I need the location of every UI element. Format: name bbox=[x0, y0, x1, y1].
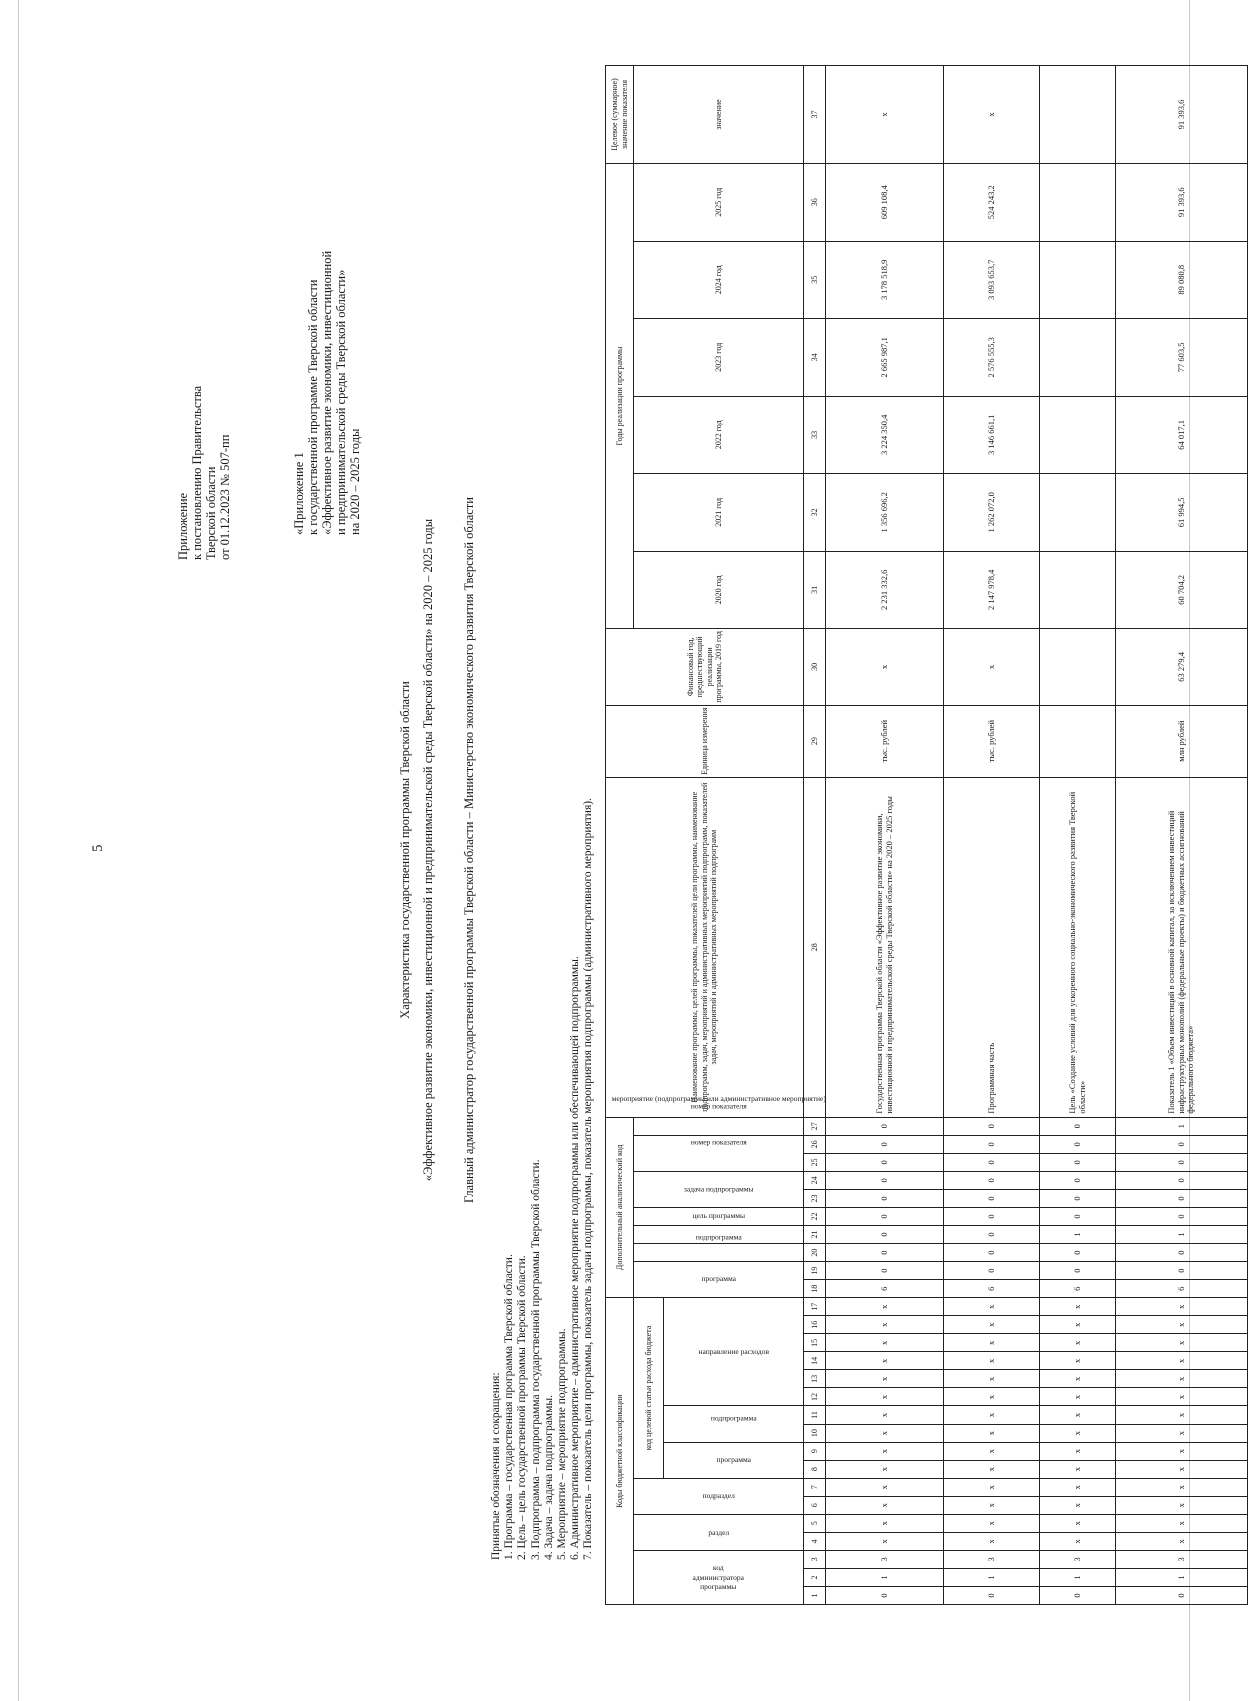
code-cell: х bbox=[944, 1496, 1040, 1514]
header-target-value-sub: значение bbox=[634, 66, 804, 164]
code-cell: 0 bbox=[1116, 1153, 1248, 1171]
code-cell: х bbox=[1116, 1316, 1248, 1334]
unit-cell: тыс. рублей bbox=[944, 705, 1040, 777]
code-cell: 0 bbox=[826, 1153, 944, 1171]
code-cell: 0 bbox=[1040, 1153, 1116, 1171]
unit-cell: тыс. рублей bbox=[826, 705, 944, 777]
header-admin-code-text: код администратора программы bbox=[692, 1562, 745, 1591]
code-cell: 0 bbox=[826, 1207, 944, 1225]
code-cell: х bbox=[1116, 1478, 1248, 1496]
header-program-text: программа bbox=[716, 1454, 751, 1464]
code-cell: х bbox=[944, 1316, 1040, 1334]
code-cell: х bbox=[1116, 1442, 1248, 1460]
year-value-cell bbox=[1040, 396, 1116, 474]
year-value-cell: 77 603,5 bbox=[1116, 319, 1248, 397]
base-year-cell: х bbox=[826, 629, 944, 705]
prior-appendix-line: на 2020 – 2025 годы bbox=[348, 428, 362, 535]
column-number-cell: 26 bbox=[804, 1135, 826, 1153]
header-year-2024: 2024 год bbox=[634, 241, 804, 319]
code-cell: 0 bbox=[826, 1189, 944, 1207]
column-number-cell: 27 bbox=[804, 1117, 826, 1135]
code-cell: 0 bbox=[944, 1171, 1040, 1189]
code-cell: 0 bbox=[944, 1189, 1040, 1207]
column-number-cell: 30 bbox=[804, 629, 826, 705]
year-value-cell bbox=[1040, 241, 1116, 319]
code-cell: 0 bbox=[1116, 1189, 1248, 1207]
year-value-cell: 1 356 696,2 bbox=[826, 474, 944, 552]
appendix-line: Приложение bbox=[176, 492, 190, 560]
notes-item: 6. Административное мероприятие – административное мероприятие подпрограммы или обеспечивающей подпрограммы. bbox=[569, 956, 582, 1560]
code-cell: х bbox=[826, 1496, 944, 1514]
code-cell: х bbox=[826, 1370, 944, 1388]
year-value-cell: 3 093 653,7 bbox=[944, 241, 1040, 319]
code-cell: х bbox=[1116, 1532, 1248, 1550]
code-cell: х bbox=[826, 1424, 944, 1442]
code-cell: х bbox=[1040, 1406, 1116, 1424]
column-number-cell: 23 bbox=[804, 1189, 826, 1207]
column-number-cell: 8 bbox=[804, 1460, 826, 1478]
code-cell: х bbox=[1040, 1352, 1116, 1370]
header-add-subprogram bbox=[634, 1232, 804, 1262]
code-cell: 1 bbox=[1116, 1568, 1248, 1586]
code-cell: 1 bbox=[826, 1568, 944, 1586]
header-direction bbox=[664, 1298, 804, 1406]
code-cell: 6 bbox=[944, 1280, 1040, 1298]
header-subsection-text: подраздел bbox=[702, 1491, 735, 1501]
appendix-line: к постановлению Правительства bbox=[190, 385, 204, 560]
column-number-cell: 25 bbox=[804, 1153, 826, 1171]
header-year-2025: 2025 год bbox=[634, 163, 804, 241]
code-cell: х bbox=[944, 1370, 1040, 1388]
column-number-cell: 20 bbox=[804, 1244, 826, 1262]
year-value-cell: 3 224 350,4 bbox=[826, 396, 944, 474]
document-administrator: Главный администратор государственной программы Тверской области – Министерство экономического развития Тверской области bbox=[462, 497, 476, 1203]
code-cell: 3 bbox=[1116, 1550, 1248, 1568]
code-cell: 0 bbox=[826, 1262, 944, 1280]
year-value-cell: 2 231 332,6 bbox=[826, 551, 944, 629]
column-number-cell: 4 bbox=[804, 1532, 826, 1550]
header-add-measure-no-text: номер показателя bbox=[690, 1137, 747, 1147]
code-cell: х bbox=[826, 1298, 944, 1316]
header-admin-code bbox=[634, 1550, 804, 1604]
code-cell: х bbox=[1040, 1442, 1116, 1460]
header-unit: Единица измерения bbox=[606, 705, 804, 777]
column-number-cell: 28 bbox=[804, 777, 826, 1117]
code-cell: 0 bbox=[1040, 1207, 1116, 1225]
notes-item: 7. Показатель – показатель цели программы, показатель задачи подпрограммы, показатель мероприятия подпрограммы (административного мероприятия). bbox=[582, 798, 595, 1560]
code-cell: 0 bbox=[944, 1153, 1040, 1171]
code-cell: 0 bbox=[944, 1244, 1040, 1262]
year-value-cell: 2 665 987,1 bbox=[826, 319, 944, 397]
table-row bbox=[826, 66, 944, 1605]
code-cell: х bbox=[826, 1532, 944, 1550]
row-name-cell: Программная часть bbox=[944, 777, 1040, 1117]
target-value-cell: х bbox=[826, 66, 944, 164]
year-value-cell: 3 146 661,1 bbox=[944, 396, 1040, 474]
code-cell: 0 bbox=[1040, 1586, 1116, 1604]
year-value-cell bbox=[1040, 551, 1116, 629]
code-cell: 0 bbox=[1116, 1244, 1248, 1262]
code-cell: х bbox=[1116, 1334, 1248, 1352]
document-subtitle: «Эффективное развитие экономики, инвестиционной и предпринимательской среды Тверской области» на 2020 – 2025 годы bbox=[421, 518, 435, 1182]
header-subprogram bbox=[664, 1406, 804, 1442]
code-cell: 0 bbox=[1040, 1244, 1116, 1262]
code-cell: х bbox=[944, 1424, 1040, 1442]
year-value-cell: 1 262 072,0 bbox=[944, 474, 1040, 552]
code-cell: 0 bbox=[944, 1135, 1040, 1153]
year-value-cell: 60 704,2 bbox=[1116, 551, 1248, 629]
code-cell: х bbox=[1040, 1424, 1116, 1442]
column-number-cell: 12 bbox=[804, 1388, 826, 1406]
notes-heading: Принятые обозначения и сокращения: bbox=[490, 1372, 502, 1560]
prior-appendix-header bbox=[292, 251, 362, 535]
code-cell: 0 bbox=[1040, 1135, 1116, 1153]
target-value-cell bbox=[1040, 66, 1116, 164]
code-cell: х bbox=[1040, 1514, 1116, 1532]
column-number-cell: 21 bbox=[804, 1226, 826, 1244]
document-title: Характеристика государственной программы Тверской области bbox=[398, 681, 412, 1019]
table-row bbox=[944, 66, 1040, 1605]
code-cell: х bbox=[826, 1442, 944, 1460]
code-cell: х bbox=[1116, 1424, 1248, 1442]
code-cell: 0 bbox=[944, 1226, 1040, 1244]
code-cell: 0 bbox=[826, 1171, 944, 1189]
code-cell: 0 bbox=[1116, 1171, 1248, 1189]
header-program bbox=[664, 1442, 804, 1478]
column-number-cell: 1 bbox=[804, 1586, 826, 1604]
header-section-text: раздел bbox=[708, 1527, 729, 1537]
code-cell: 3 bbox=[1040, 1550, 1116, 1568]
code-cell: 0 bbox=[1040, 1117, 1116, 1135]
table-header-row bbox=[606, 66, 634, 1605]
column-number-cell: 9 bbox=[804, 1442, 826, 1460]
header-year-2022: 2022 год bbox=[634, 396, 804, 474]
column-number-cell: 16 bbox=[804, 1316, 826, 1334]
header-add-measure-no bbox=[634, 1135, 804, 1171]
table-row bbox=[1040, 66, 1116, 1605]
header-add-subprogram-text: подпрограмма bbox=[695, 1232, 742, 1242]
unit-cell: млн рублей bbox=[1116, 705, 1248, 777]
code-cell: 6 bbox=[1116, 1280, 1248, 1298]
code-cell: 1 bbox=[1040, 1568, 1116, 1586]
code-cell: 0 bbox=[1040, 1189, 1116, 1207]
table-row bbox=[1116, 66, 1248, 1605]
code-cell: х bbox=[944, 1514, 1040, 1532]
code-cell: 3 bbox=[944, 1550, 1040, 1568]
year-value-cell: 2 147 978,4 bbox=[944, 551, 1040, 629]
code-cell: х bbox=[1116, 1406, 1248, 1424]
code-cell: х bbox=[944, 1298, 1040, 1316]
code-cell: х bbox=[944, 1352, 1040, 1370]
column-number-cell: 35 bbox=[804, 241, 826, 319]
code-cell: х bbox=[1116, 1514, 1248, 1532]
code-cell: х bbox=[1116, 1496, 1248, 1514]
header-add-indicator bbox=[634, 1101, 804, 1135]
code-cell: х bbox=[944, 1388, 1040, 1406]
column-number-cell: 2 bbox=[804, 1568, 826, 1586]
year-value-cell bbox=[1040, 319, 1116, 397]
header-add-task-text: задача подпрограммы bbox=[683, 1184, 754, 1194]
abbreviations-notes bbox=[490, 798, 596, 1560]
code-cell: 0 bbox=[1116, 1207, 1248, 1225]
code-cell: х bbox=[944, 1334, 1040, 1352]
code-cell: 1 bbox=[944, 1568, 1040, 1586]
code-cell: 0 bbox=[944, 1262, 1040, 1280]
code-cell: 1 bbox=[1040, 1226, 1116, 1244]
header-year-2020: 2020 год bbox=[634, 551, 804, 629]
row-name-cell: Государственная программа Тверской области «Эффективное развитие экономики, инвестиционной и предпринимательской среды Тверской области» на 2020 – 2025 годы bbox=[826, 777, 944, 1117]
header-target-value: Целевое (суммарное) значение показателя bbox=[606, 66, 634, 164]
code-cell: х bbox=[826, 1388, 944, 1406]
code-cell: 0 bbox=[826, 1117, 944, 1135]
header-budget-codes: Коды бюджетной классификации bbox=[606, 1298, 634, 1605]
code-cell: 6 bbox=[826, 1280, 944, 1298]
code-cell: х bbox=[1040, 1496, 1116, 1514]
code-cell: х bbox=[1116, 1298, 1248, 1316]
code-cell: х bbox=[1116, 1388, 1248, 1406]
header-additional-code: Дополнительный аналитический код bbox=[606, 1117, 634, 1298]
header-add-indicator-text: номер показателя bbox=[690, 1101, 747, 1111]
code-cell: х bbox=[944, 1406, 1040, 1424]
header-year-2021: 2021 год bbox=[634, 474, 804, 552]
header-subsection bbox=[634, 1478, 804, 1514]
prior-appendix-line: «Эффективное развитие экономики, инвестиционной bbox=[320, 250, 334, 535]
column-number-cell: 3 bbox=[804, 1550, 826, 1568]
notes-item: 4. Задача – задача подпрограммы. bbox=[542, 1395, 555, 1560]
column-number-cell: 14 bbox=[804, 1352, 826, 1370]
unit-cell bbox=[1040, 705, 1116, 777]
code-cell: х bbox=[1040, 1388, 1116, 1406]
year-value-cell: 2 576 555,3 bbox=[944, 319, 1040, 397]
code-cell: 0 bbox=[1040, 1171, 1116, 1189]
code-cell: х bbox=[1040, 1316, 1116, 1334]
prior-appendix-line: и предпринимательской среды Тверской области» bbox=[334, 269, 348, 535]
code-cell: 0 bbox=[1040, 1262, 1116, 1280]
code-cell: х bbox=[826, 1478, 944, 1496]
code-cell: х bbox=[1040, 1370, 1116, 1388]
year-value-cell: 524 243,2 bbox=[944, 163, 1040, 241]
code-cell: 0 bbox=[944, 1207, 1040, 1225]
notes-item: 3. Подпрограмма – подпрограмма государственной программы Тверской области. bbox=[529, 1159, 542, 1560]
prior-appendix-line: «Приложение 1 bbox=[292, 452, 306, 535]
code-cell: 0 bbox=[826, 1135, 944, 1153]
code-cell: 0 bbox=[944, 1586, 1040, 1604]
code-cell: 0 bbox=[1116, 1262, 1248, 1280]
appendix-line: от 01.12.2023 № 507-пп bbox=[218, 434, 232, 560]
column-number-cell: 18 bbox=[804, 1280, 826, 1298]
target-value-cell: х bbox=[944, 66, 1040, 164]
code-cell: х bbox=[1116, 1352, 1248, 1370]
notes-item: 2. Цель – цель государственной программы Тверской области. bbox=[516, 1255, 529, 1560]
code-cell: х bbox=[826, 1352, 944, 1370]
column-number-cell: 37 bbox=[804, 66, 826, 164]
column-number-cell: 34 bbox=[804, 319, 826, 397]
column-number-cell: 10 bbox=[804, 1424, 826, 1442]
base-year-cell: х bbox=[944, 629, 1040, 705]
code-cell: х bbox=[1116, 1370, 1248, 1388]
code-cell: х bbox=[1116, 1460, 1248, 1478]
code-cell: х bbox=[944, 1532, 1040, 1550]
column-number-cell: 36 bbox=[804, 163, 826, 241]
code-cell: х bbox=[1040, 1478, 1116, 1496]
year-value-cell: 91 393,6 bbox=[1116, 163, 1248, 241]
row-name-cell: Цель «Создание условий для ускоренного социально-экономического развития Тверской области» bbox=[1040, 777, 1116, 1117]
column-number-cell: 33 bbox=[804, 396, 826, 474]
column-number-cell: 11 bbox=[804, 1406, 826, 1424]
year-value-cell bbox=[1040, 474, 1116, 552]
row-name-cell: Показатель 1 «Объем инвестиций в основной капитал, за исключением инвестиций инфраструктурных монополий (федеральные проекты) и бюджетных ассигнований федерального бюджета» bbox=[1116, 777, 1248, 1117]
year-value-cell: 3 178 518,9 bbox=[826, 241, 944, 319]
prior-appendix-line: к государственной программе Тверской области bbox=[306, 279, 320, 535]
header-year-2023: 2023 год bbox=[634, 319, 804, 397]
header-direction-text: направление расходов bbox=[698, 1347, 769, 1357]
notes-item: 1. Программа – государственная программа Тверской области. bbox=[503, 1254, 516, 1560]
notes-item: 5. Мероприятие – мероприятие подпрограммы. bbox=[556, 1328, 569, 1560]
base-year-cell: 63 279,4 bbox=[1116, 629, 1248, 705]
year-value-cell: 609 108,4 bbox=[826, 163, 944, 241]
code-cell: х bbox=[1040, 1334, 1116, 1352]
code-cell: х bbox=[826, 1460, 944, 1478]
code-cell: 1 bbox=[1116, 1117, 1248, 1135]
code-cell: х bbox=[1040, 1532, 1116, 1550]
header-add-measure-text: мероприятие (подпрограммы или административное мероприятие) bbox=[611, 1094, 826, 1104]
column-number-cell: 24 bbox=[804, 1171, 826, 1189]
column-number-cell: 22 bbox=[804, 1207, 826, 1225]
code-cell: х bbox=[826, 1514, 944, 1532]
header-add-program bbox=[634, 1262, 804, 1298]
code-cell: х bbox=[826, 1334, 944, 1352]
header-section bbox=[634, 1514, 804, 1550]
year-value-cell: 64 017,1 bbox=[1116, 396, 1248, 474]
base-year-cell bbox=[1040, 629, 1116, 705]
code-cell: 0 bbox=[944, 1117, 1040, 1135]
column-numbers-row bbox=[804, 66, 826, 1605]
year-value-cell: 89 080,8 bbox=[1116, 241, 1248, 319]
code-cell: х bbox=[944, 1442, 1040, 1460]
code-cell: 0 bbox=[1116, 1586, 1248, 1604]
year-value-cell bbox=[1040, 163, 1116, 241]
code-cell: х bbox=[826, 1316, 944, 1334]
target-value-cell: 91 393,6 bbox=[1116, 66, 1248, 164]
header-name: Наименование программы, целей программы, показателей цели программы, наименование подпрограмм, задач, мероприятий и административных мероприятий подпрограмм, показателей задач, мероприятий и административных мероприятий подпрограмм bbox=[606, 777, 804, 1117]
header-base-year: Финансовый год, предшествующий реализации программы, 2019 год bbox=[606, 629, 804, 705]
column-number-cell: 32 bbox=[804, 474, 826, 552]
column-number-cell: 6 bbox=[804, 1496, 826, 1514]
column-number-cell: 13 bbox=[804, 1370, 826, 1388]
column-number-cell: 29 bbox=[804, 705, 826, 777]
code-cell: х bbox=[944, 1460, 1040, 1478]
column-number-cell: 19 bbox=[804, 1262, 826, 1280]
code-cell: 3 bbox=[826, 1550, 944, 1568]
header-add-goal-text: цель программы bbox=[692, 1211, 745, 1221]
column-number-cell: 17 bbox=[804, 1298, 826, 1316]
appendix-line: Тверской области bbox=[204, 466, 218, 560]
column-number-cell: 31 bbox=[804, 551, 826, 629]
page-number: 5 bbox=[90, 844, 106, 852]
header-add-program-text: программа bbox=[701, 1274, 736, 1284]
column-number-cell: 7 bbox=[804, 1478, 826, 1496]
appendix-header bbox=[176, 386, 232, 560]
code-cell: 0 bbox=[826, 1226, 944, 1244]
header-years-group: Годы реализации программы bbox=[606, 163, 634, 628]
code-cell: х bbox=[944, 1478, 1040, 1496]
column-number-cell: 5 bbox=[804, 1514, 826, 1532]
code-cell: х bbox=[1040, 1460, 1116, 1478]
year-value-cell: 61 994,5 bbox=[1116, 474, 1248, 552]
column-number-cell: 15 bbox=[804, 1334, 826, 1352]
code-cell: 1 bbox=[1116, 1226, 1248, 1244]
header-subprogram-text: подпрограмма bbox=[710, 1412, 757, 1422]
code-cell: 0 bbox=[826, 1586, 944, 1604]
code-cell: х bbox=[1040, 1298, 1116, 1316]
code-cell: 0 bbox=[826, 1244, 944, 1262]
header-target-item: код целевой статьи расхода бюджета bbox=[634, 1298, 664, 1478]
code-cell: 0 bbox=[1116, 1135, 1248, 1153]
program-characteristics-table bbox=[605, 65, 1248, 1605]
code-cell: 6 bbox=[1040, 1280, 1116, 1298]
code-cell: х bbox=[826, 1406, 944, 1424]
